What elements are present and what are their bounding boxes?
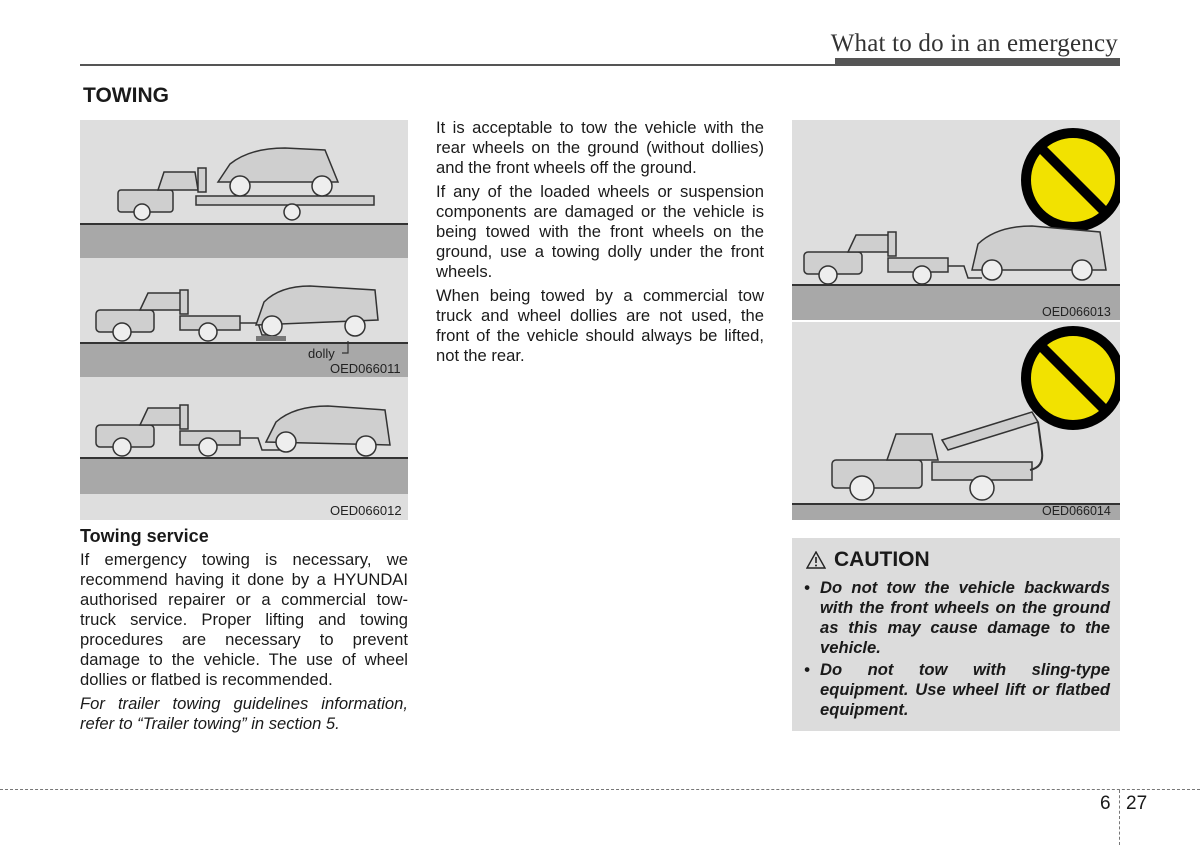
towing-illustration-left (80, 120, 408, 520)
dolly-label: dolly (308, 346, 335, 361)
warning-triangle-icon (806, 551, 826, 569)
towing-service-paragraph: If emergency towing is necessary, we recommend having it done by a HYUNDAI authorised repairer or a commercial tow-truck service. Proper lifting and towing procedures are necessary to prevent damage to the vehicle. The use of wheel dollies or flatbed is recommended. (80, 550, 408, 689)
prohibited-towing-illustration-top (792, 120, 1120, 320)
caution-header (806, 548, 930, 572)
prohibited-icon (1026, 331, 1120, 425)
tow-truck-icon (96, 290, 270, 341)
caution-item: • Do not tow the vehicle backwards with the front wheels on the ground as this may cause damage to the vehicle. (804, 578, 1110, 657)
prohibited-towing-illustration-bottom (792, 322, 1120, 520)
caution-list (802, 578, 1110, 722)
footer-rule (0, 789, 1200, 790)
trailer-towing-note: For trailer towing guidelines information, refer to “Trailer towing” in section 5. (80, 694, 408, 733)
car-icon (256, 286, 378, 336)
chapter-number: 6 (1100, 793, 1111, 814)
tow-truck-icon (804, 232, 982, 284)
figure-code-label: OED066014 (1042, 504, 1111, 518)
figure-code-label: OED066011 (330, 361, 401, 376)
caution-item: • Do not tow with sling-type equipment. Use wheel lift or flatbed equipment. (804, 660, 1110, 719)
wrecker-truck-icon (832, 412, 1042, 500)
prohibited-towing-drawing (792, 120, 1120, 320)
page-number: 27 (1126, 793, 1148, 814)
sling-towing-drawing (792, 322, 1120, 520)
section-title: TOWING (83, 84, 169, 107)
middle-column (436, 118, 764, 370)
caution-title: CAUTION (834, 548, 930, 571)
car-icon (218, 148, 338, 196)
towing-service-section (80, 526, 408, 738)
paragraph: When being towed by a commercial tow truck and wheel dollies are not used, the front of the vehicle should always be lifted, not the rear. (436, 286, 764, 365)
car-icon (266, 406, 390, 456)
car-icon (972, 226, 1106, 280)
paragraph: It is acceptable to tow the vehicle with the rear wheels on the ground (without dollies) and the front wheels off the ground. (436, 118, 764, 177)
figure-code-label: OED066012 (330, 503, 402, 518)
figure-code-label: OED066013 (1042, 305, 1111, 319)
running-header: What to do in an emergency (830, 30, 1118, 57)
prohibited-icon (1026, 133, 1120, 227)
towing-service-heading: Towing service (80, 526, 209, 546)
tow-truck-icon (96, 405, 280, 456)
caution-box (792, 538, 1120, 731)
paragraph: If any of the loaded wheels or suspension components are damaged or the vehicle is being towed with the front wheels on the ground, use a towing dolly under the front wheels. (436, 182, 764, 281)
ground-strip (80, 224, 408, 258)
towing-methods-drawing (80, 120, 408, 520)
footer-divider (1119, 790, 1120, 845)
dolly-icon (256, 336, 286, 341)
header-accent-bar (835, 58, 1120, 65)
